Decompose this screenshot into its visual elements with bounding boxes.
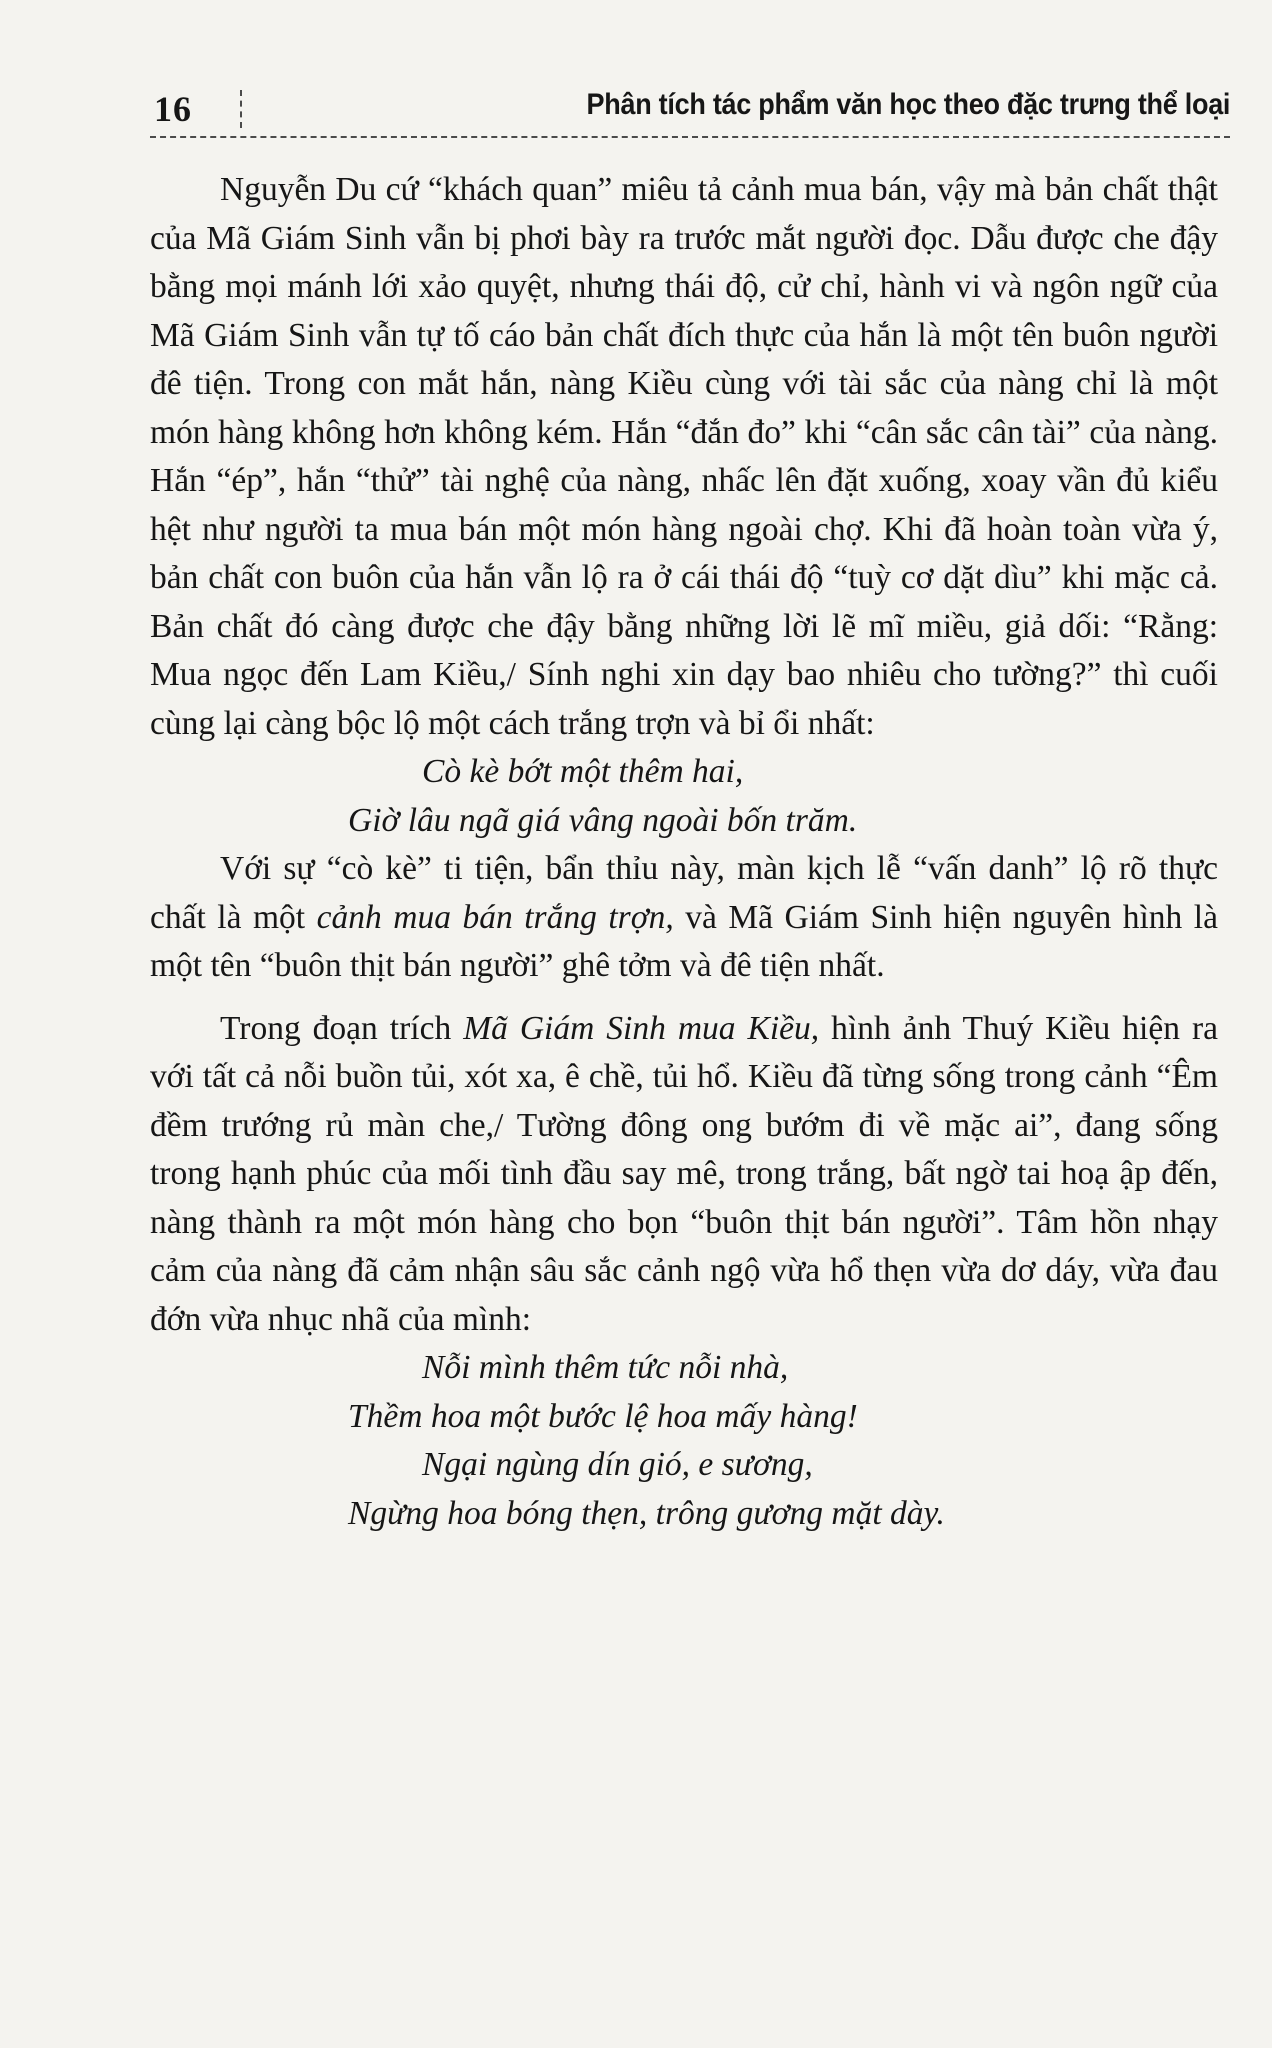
verse-line: Thềm hoa một bước lệ hoa mấy hàng! — [348, 1397, 858, 1435]
verse-line: Cò kè bớt một thêm hai, — [422, 753, 744, 790]
page-body — [150, 166, 1218, 1538]
verse-block-1 — [150, 748, 1218, 845]
verse-block-2 — [150, 1344, 1218, 1538]
paragraph-3-text-a: Trong đoạn trích — [220, 1009, 464, 1047]
verse-line: Nỗi mình thêm tức nỗi nhà, — [422, 1349, 789, 1386]
paragraph-3-emphasis: Mã Giám Sinh mua Kiều, — [463, 1009, 820, 1047]
paragraph-1: Nguyễn Du cứ “khách quan” miêu tả cảnh mua bán, vậy mà bản chất thật của Mã Giám Sinh vẫn bị phơi bày ra trước mắt người đọc. Dẫu được che đậy bằng mọi mánh lới xảo quyệt, nhưng thái độ, cử chỉ, hành vi và ngôn ngữ của Mã Giám Sinh vẫn tự tố cáo bản chất đích thực của hắn là một tên buôn người đê tiện. Trong con mắt hắn, nàng Kiều cùng với tài sắc của nàng chỉ là một món hàng không hơn không kém. Hắn “đắn đo” khi “cân sắc cân tài” của nàng. Hắn “ép”, hắn “thử” tài nghệ của nàng, nhấc lên đặt xuống, xoay vần đủ kiểu hệt như người ta mua bán một món hàng ngoài chợ. Khi đã hoàn toàn vừa ý, bản chất con buôn của hắn vẫn lộ ra ở cái thái độ “tuỳ cơ dặt dìu” khi mặc cả. Bản chất đó càng được che đậy bằng những lời lẽ mĩ miều, giả dối: “Rằng: Mua ngọc đến Lam Kiều,/ Sính nghi xin dạy bao nhiêu cho tường?” thì cuối cùng lại càng bộc lộ một cách trắng trợn và bỉ ổi nhất: — [150, 171, 1218, 742]
verse-line: Giờ lâu ngã giá vâng ngoài bốn trăm. — [348, 801, 858, 839]
page-header — [150, 80, 1230, 138]
verse-line: Ngừng hoa bóng thẹn, trông gương mặt dày. — [348, 1494, 945, 1532]
paragraph-2-text-b: và Mã Giám Sinh hiện nguyên hình là một tên “buôn thịt bán người” ghê tởm và đê tiện nhất. — [150, 898, 1218, 984]
paragraph-3 — [150, 1005, 1218, 1345]
paragraph-2 — [150, 845, 1218, 991]
paragraph-2-emphasis: cảnh mua bán trắng trợn, — [316, 898, 674, 936]
paragraph-3-text-b: hình ảnh Thuý Kiều hiện ra với tất cả nỗi buồn tủi, xót xa, ê chề, tủi hổ. Kiều đã từng sống trong cảnh “Êm đềm trướng rủ màn che,/ Tường đông ong bướm đi về mặc ai”, đang sống trong hạnh phúc của mối tình đầu say mê, trong trắng, bất ngờ tai hoạ ập đến, nàng thành ra một món hàng cho bọn “buôn thịt bán người”. Tâm hồn nhạy cảm của nàng đã cảm nhận sâu sắc cảnh ngộ vừa hổ thẹn vừa dơ dáy, vừa đau đớn vừa nhục nhã của mình: — [150, 1009, 1218, 1338]
verse-line: Ngại ngùng dín gió, e sương, — [422, 1446, 813, 1483]
page-number: 16 — [154, 89, 192, 129]
paragraph-2-text-a: Với sự “cò kè” ti tiện, bẩn thỉu này, màn kịch lễ “vấn danh” lộ rõ thực chất là một — [150, 850, 1218, 936]
header-divider — [240, 90, 242, 128]
running-title: Phân tích tác phẩm văn học theo đặc trưng thể loại — [586, 88, 1230, 121]
